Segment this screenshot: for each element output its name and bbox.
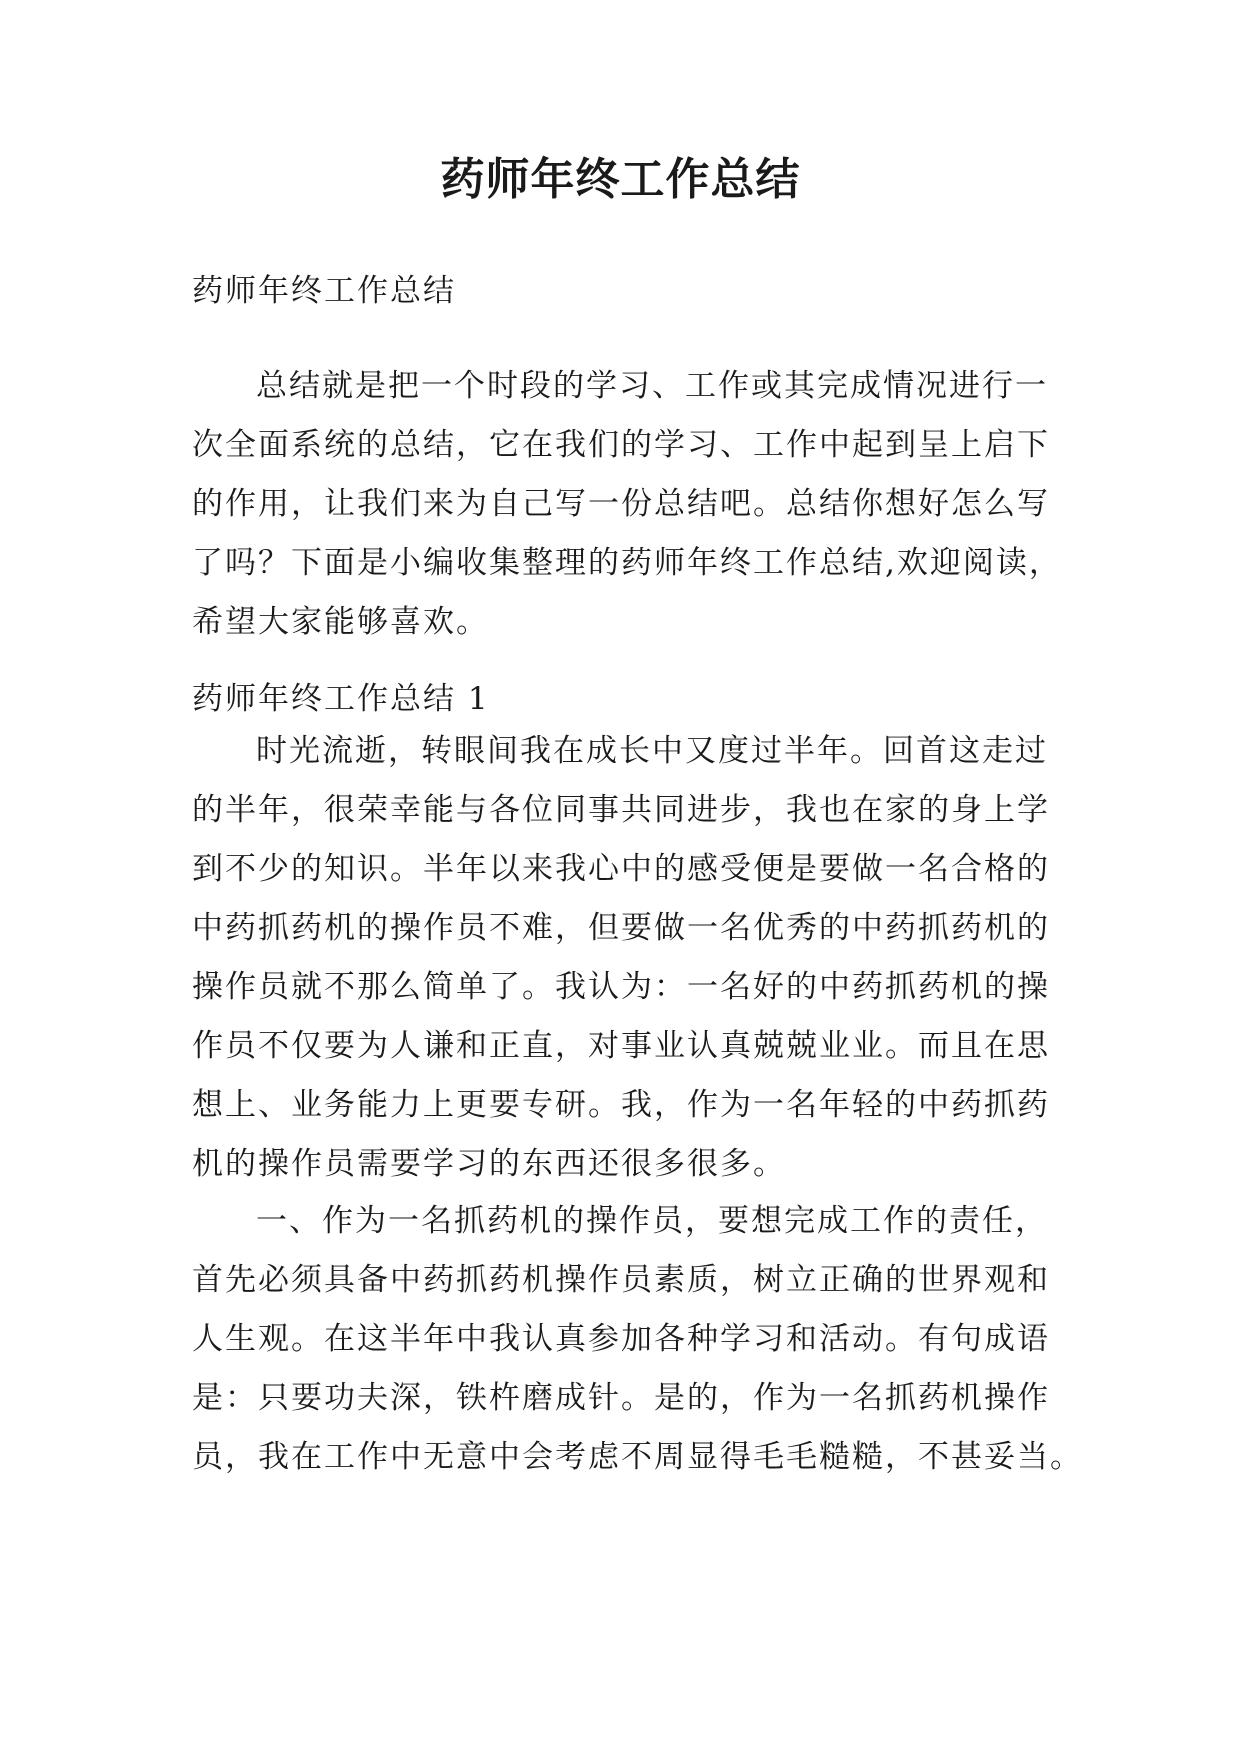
section-1-heading: 药师年终工作总结 1 (192, 681, 490, 717)
document-subtitle: 药师年终工作总结 (192, 273, 456, 309)
paragraph-line: 中药抓药机的操作员不难，但要做一名优秀的中药抓药机的 (192, 910, 1050, 946)
intro-line: 希望大家能够喜欢。 (192, 604, 489, 640)
paragraph-line: 机的操作员需要学习的东西还很多很多。 (192, 1146, 786, 1182)
paragraph-line: 员，我在工作中无意中会考虑不周显得毛毛糙糙，不甚妥当。 (192, 1439, 1083, 1475)
paragraph-line: 时光流逝，转眼间我在成长中又度过半年。回首这走过 (256, 733, 1048, 769)
paragraph-line: 作员不仅要为人谦和正直，对事业认真兢兢业业。而且在思 (192, 1028, 1050, 1064)
section-1-paragraph-1 (192, 722, 1062, 1194)
paragraph-line: 的半年，很荣幸能与各位同事共同进步，我也在家的身上学 (192, 792, 1050, 828)
paragraph-line: 是：只要功夫深，铁杵磨成针。是的，作为一名抓药机操作 (192, 1380, 1050, 1416)
paragraph-line: 人生观。在这半年中我认真参加各种学习和活动。有句成语 (192, 1321, 1050, 1357)
paragraph-line: 首先必须具备中药抓药机操作员素质，树立正确的世界观和 (192, 1262, 1050, 1298)
paragraph-line: 一、作为一名抓药机的操作员，要想完成工作的责任， (256, 1203, 1048, 1239)
intro-paragraph (192, 357, 1062, 652)
document-title: 药师年终工作总结 (440, 154, 801, 205)
paragraph-line: 到不少的知识。半年以来我心中的感受便是要做一名合格的 (192, 851, 1050, 887)
paragraph-line: 想上、业务能力上更要专研。我，作为一名年轻的中药抓药 (192, 1087, 1050, 1123)
intro-line: 了吗？下面是小编收集整理的药师年终工作总结,欢迎阅读， (192, 545, 1062, 581)
intro-line: 总结就是把一个时段的学习、工作或其完成情况进行一 (256, 368, 1048, 404)
section-1-paragraph-2 (192, 1192, 1083, 1487)
paragraph-line: 操作员就不那么简单了。我认为：一名好的中药抓药机的操 (192, 969, 1050, 1005)
intro-line: 的作用，让我们来为自己写一份总结吧。总结你想好怎么写 (192, 486, 1050, 522)
intro-line: 次全面系统的总结，它在我们的学习、工作中起到呈上启下 (192, 427, 1050, 463)
